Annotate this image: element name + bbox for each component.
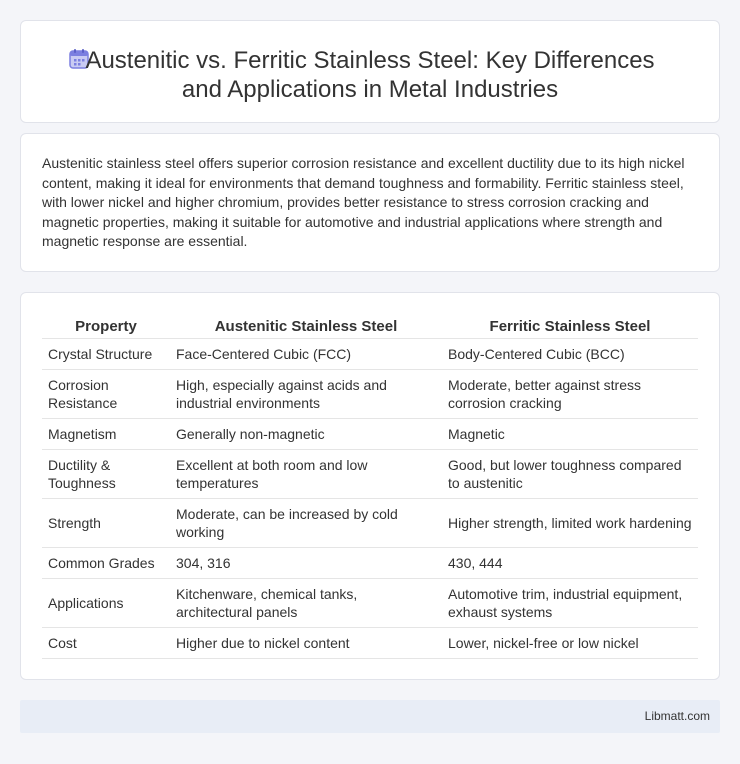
page-title-line-2: and Applications in Metal Industries <box>181 76 559 103</box>
table-row <box>42 370 698 419</box>
property-cell: Corrosion Resistance <box>42 370 170 419</box>
property-cell: Applications <box>42 579 170 628</box>
austenitic-cell: Excellent at both room and low temperatures <box>170 450 442 499</box>
property-cell: Strength <box>42 499 170 548</box>
table-row <box>42 450 698 499</box>
ferritic-cell: Moderate, better against stress corrosion cracking <box>442 370 698 419</box>
footer-bar <box>20 700 720 733</box>
table-row <box>42 548 698 579</box>
austenitic-cell: 304, 316 <box>170 548 442 579</box>
title-card <box>20 20 720 123</box>
table-row <box>42 579 698 628</box>
summary-paragraph: Austenitic stainless steel offers superior corrosion resistance and excellent ductility due to its high nickel content, making it ideal for environments that demand toughness and formability. Ferritic stainless steel, with lower nickel and higher chromium, provides better resistance to stress corrosion cracking and magnetic properties, making it suitable for automotive and industrial applications where strength and magnetic response are essential. <box>42 155 685 249</box>
column-header-property: Property <box>42 314 170 339</box>
property-cell: Ductility & Toughness <box>42 450 170 499</box>
table-row <box>42 499 698 548</box>
austenitic-cell: Moderate, can be increased by cold working <box>170 499 442 548</box>
property-cell: Magnetism <box>42 419 170 450</box>
property-cell: Cost <box>42 628 170 659</box>
footer-site-link[interactable]: Libmatt.com <box>644 709 710 723</box>
ferritic-cell: Magnetic <box>442 419 698 450</box>
property-cell: Crystal Structure <box>42 339 170 370</box>
ferritic-cell: 430, 444 <box>442 548 698 579</box>
table-row <box>42 339 698 370</box>
ferritic-cell: Automotive trim, industrial equipment, exhaust systems <box>442 579 698 628</box>
ferritic-cell: Lower, nickel-free or low nickel <box>442 628 698 659</box>
summary-card <box>20 133 720 272</box>
page-title-line-1: Austenitic vs. Ferritic Stainless Steel: Key Differences <box>85 47 655 74</box>
comparison-table <box>42 314 698 659</box>
column-header-ferritic: Ferritic Stainless Steel <box>442 314 698 339</box>
ferritic-cell: Body-Centered Cubic (BCC) <box>442 339 698 370</box>
column-header-austenitic: Austenitic Stainless Steel <box>170 314 442 339</box>
austenitic-cell: High, especially against acids and industrial environments <box>170 370 442 419</box>
austenitic-cell: Higher due to nickel content <box>170 628 442 659</box>
comparison-table-card <box>20 292 720 680</box>
page-title <box>21 46 719 104</box>
ferritic-cell: Higher strength, limited work hardening <box>442 499 698 548</box>
ferritic-cell: Good, but lower toughness compared to austenitic <box>442 450 698 499</box>
austenitic-cell: Generally non-magnetic <box>170 419 442 450</box>
austenitic-cell: Kitchenware, chemical tanks, architectural panels <box>170 579 442 628</box>
property-cell: Common Grades <box>42 548 170 579</box>
table-row <box>42 419 698 450</box>
table-header-row <box>42 314 698 339</box>
table-row <box>42 628 698 659</box>
austenitic-cell: Face-Centered Cubic (FCC) <box>170 339 442 370</box>
